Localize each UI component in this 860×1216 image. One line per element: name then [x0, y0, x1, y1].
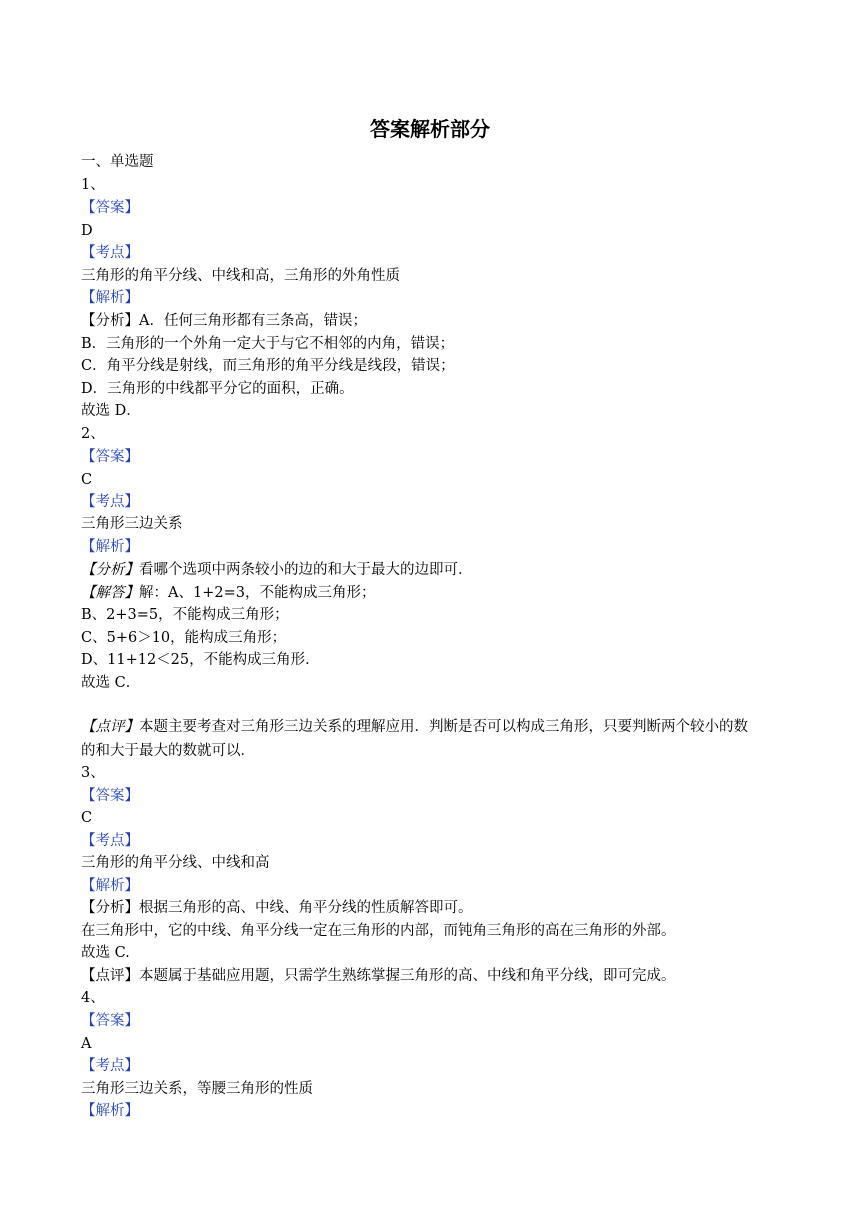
solution-line: D、11+12＜25，不能构成三角形．: [81, 652, 320, 668]
analysis-line: 在三角形中，它的中线、角平分线一定在三角形的内部，而钝角三角形的高在三角形的外部。: [81, 923, 676, 939]
analysis-line: B．三角形的一个外角一定大于与它不相邻的内角，错误；: [81, 336, 455, 352]
kaodian-label: 【考点】: [81, 494, 139, 510]
analysis-line: [81, 310, 781, 332]
jiexi-label: 【解析】: [81, 539, 139, 555]
dianping-label: 【点评】: [81, 968, 139, 984]
conclusion-text: 故选 C.: [81, 945, 130, 961]
kaodian-label: 【考点】: [81, 245, 139, 261]
answer-value: C: [81, 472, 93, 488]
comment-text: 本题属于基础应用题，只需学生熟练掌握三角形的高、中线和角平分线，即可完成。: [139, 968, 676, 984]
section-heading: 一、单选题: [81, 154, 154, 170]
question-number: 1、: [81, 177, 105, 193]
jiexi-label: 【解析】: [81, 1103, 139, 1119]
dianping-label: 【点评】: [81, 719, 139, 735]
solution-line: B、2+3=5，不能构成三角形；: [81, 607, 289, 623]
question-number: 3、: [81, 765, 105, 781]
analysis-line: [81, 559, 781, 581]
fenxi-label: 【分析】: [81, 562, 139, 578]
question-number: 4、: [81, 990, 105, 1006]
answer-label: 【答案】: [81, 449, 139, 465]
analysis-text: A．任何三角形都有三条高，错误；: [139, 313, 367, 329]
fenxi-label: 【分析】: [81, 313, 139, 329]
kaodian-text: 三角形的角平分线、中线和高: [81, 855, 270, 871]
analysis-line: C．角平分线是射线，而三角形的角平分线是线段，错误；: [81, 358, 455, 374]
kaodian-label: 【考点】: [81, 1058, 139, 1074]
jieda-label: 【解答】: [81, 585, 139, 601]
comment-text: 本题主要考查对三角形三边关系的理解应用．判断是否可以构成三角形，只要判断两个较小的数: [139, 719, 748, 735]
page-title: 答案解析部分: [370, 117, 490, 141]
comment-line: [81, 716, 781, 738]
solution-text: 解：A、1+2=3，不能构成三角形；: [139, 585, 376, 601]
answer-label: 【答案】: [81, 788, 139, 804]
solution-line: [81, 582, 781, 604]
conclusion-text: 故选 D．: [81, 403, 141, 419]
analysis-line: [81, 897, 781, 919]
analysis-text: 根据三角形的高、中线、角平分线的性质解答即可。: [139, 900, 473, 916]
comment-line: 的和大于最大的数就可以．: [81, 743, 255, 759]
answer-value: D: [81, 223, 93, 239]
answer-label: 【答案】: [81, 1013, 139, 1029]
fenxi-label: 【分析】: [81, 900, 139, 916]
conclusion-text: 故选 C．: [81, 675, 141, 691]
answer-label: 【答案】: [81, 200, 139, 216]
question-number: 2、: [81, 426, 105, 442]
comment-line: [81, 965, 781, 987]
analysis-text: 看哪个选项中两条较小的边的和大于最大的边即可．: [139, 562, 473, 578]
answer-value: A: [81, 1036, 92, 1052]
analysis-line: D．三角形的中线都平分它的面积，正确。: [81, 381, 354, 397]
solution-line: C、5+6＞10，能构成三角形；: [81, 630, 287, 646]
kaodian-text: 三角形三边关系: [81, 516, 183, 532]
kaodian-text: 三角形三边关系，等腰三角形的性质: [81, 1081, 313, 1097]
jiexi-label: 【解析】: [81, 878, 139, 894]
kaodian-label: 【考点】: [81, 833, 139, 849]
answer-value: C: [81, 810, 93, 826]
kaodian-text: 三角形的角平分线、中线和高，三角形的外角性质: [81, 268, 400, 284]
jiexi-label: 【解析】: [81, 290, 139, 306]
